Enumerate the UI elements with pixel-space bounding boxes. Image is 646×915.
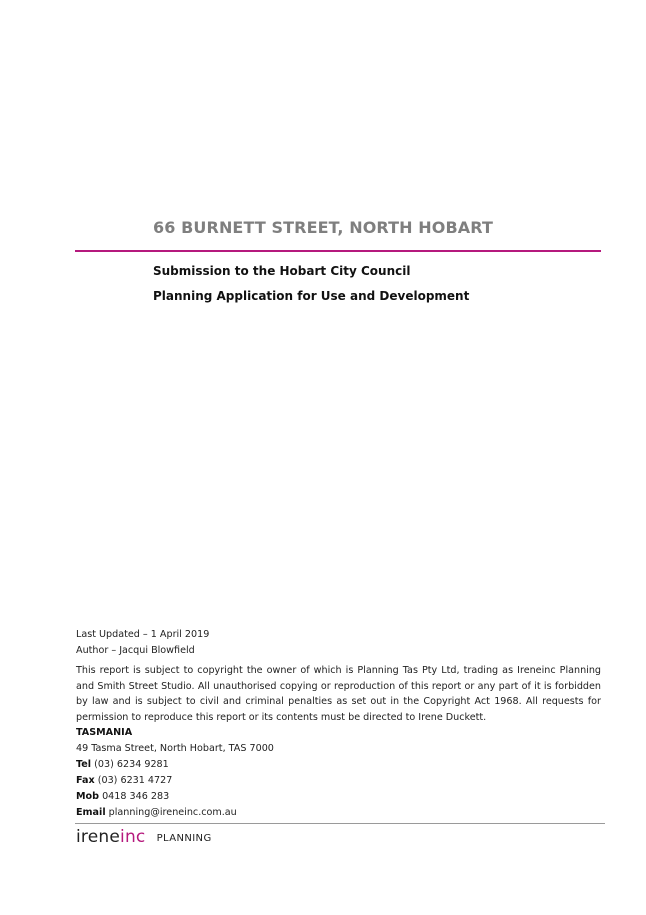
contact-email-value: planning@ireneinc.com.au bbox=[108, 807, 237, 818]
author: Author – Jacqui Blowfield bbox=[76, 645, 195, 656]
contact-address: 49 Tasma Street, North Hobart, TAS 7000 bbox=[76, 743, 274, 754]
ireneinc-logo bbox=[76, 827, 212, 849]
contact-mob-value: 0418 346 283 bbox=[102, 791, 170, 802]
contact-fax-value: (03) 6231 4727 bbox=[97, 775, 173, 786]
last-updated: Last Updated – 1 April 2019 bbox=[76, 629, 210, 640]
copyright-notice: This report is subject to copyright the owner of which is Planning Tas Pty Ltd, trading as Ireneinc Planning and Smith Street Studio. All unauthorised copying or reproduction of this report or any part of it is forbidden by law and is subject to civil and criminal penalties as set out in the Copyright Act 1968. All requests for permission to reproduce this report or its contents must be directed to Irene Duckett. bbox=[76, 665, 601, 723]
logo-irene-text: irene bbox=[76, 827, 121, 847]
contact-email bbox=[76, 807, 237, 818]
logo-planning-text: PLANNING bbox=[156, 833, 212, 844]
contact-email-label: Email bbox=[76, 807, 106, 818]
document-subtitle-application: Planning Application for Use and Development bbox=[153, 289, 470, 303]
contact-tel-value: (03) 6234 9281 bbox=[94, 759, 169, 770]
document-subtitle-submission: Submission to the Hobart City Council bbox=[153, 264, 411, 278]
contact-tel bbox=[76, 759, 169, 770]
title-divider bbox=[75, 250, 601, 252]
contact-fax-label: Fax bbox=[76, 775, 95, 786]
footer-divider bbox=[75, 823, 605, 824]
contact-mob-label: Mob bbox=[76, 791, 100, 802]
contact-mob bbox=[76, 791, 169, 802]
contact-state: TASMANIA bbox=[76, 727, 133, 738]
contact-tel-label: Tel bbox=[76, 759, 92, 770]
logo-inc-text: inc bbox=[120, 827, 146, 847]
document-title: 66 BURNETT STREET, NORTH HOBART bbox=[153, 218, 493, 237]
contact-fax bbox=[76, 775, 172, 786]
